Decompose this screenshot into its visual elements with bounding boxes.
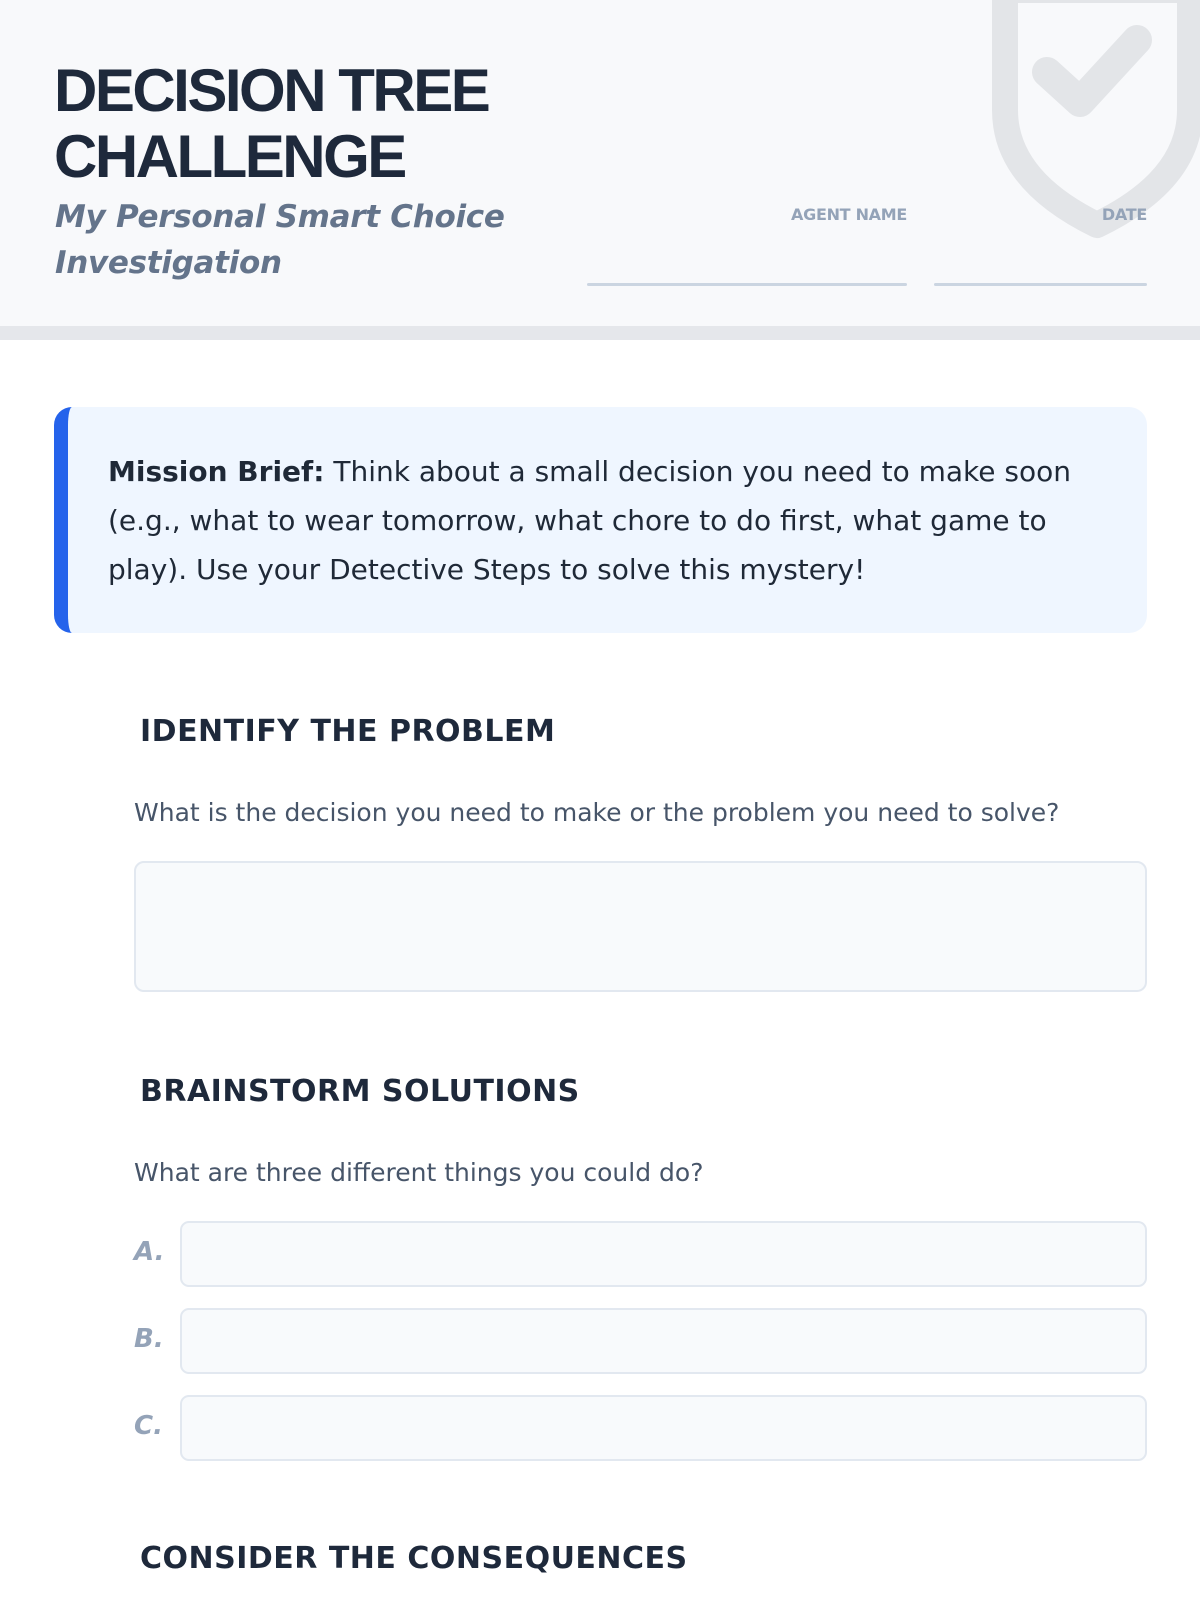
title-line-2: CHALLENGE xyxy=(54,123,405,190)
page-title xyxy=(54,58,488,190)
worksheet-header xyxy=(0,0,1200,340)
option-a-label: A. xyxy=(134,1237,165,1267)
section-title-identify: IDENTIFY THE PROBLEM xyxy=(140,714,556,749)
option-c-field[interactable] xyxy=(180,1395,1147,1461)
section-title-consequences: CONSIDER THE CONSEQUENCES xyxy=(140,1541,688,1576)
section-prompt-identify: What is the decision you need to make or the problem you need to solve? xyxy=(134,798,1060,827)
mission-brief-text: Think about a small decision you need to make soon (e.g., what to wear tomorrow, what chore to do first, what game to play). Use your Detective Steps to solve this mystery! xyxy=(108,455,1071,586)
agent-name-field[interactable] xyxy=(587,283,907,286)
option-b-label: B. xyxy=(134,1324,164,1354)
option-b-field[interactable] xyxy=(180,1308,1147,1374)
date-field[interactable] xyxy=(934,283,1147,286)
page-subtitle: My Personal Smart Choice Investigation xyxy=(55,199,505,281)
agent-name-label: AGENT NAME xyxy=(791,205,907,224)
mission-brief-lead: Mission Brief: xyxy=(108,455,325,488)
option-a-field[interactable] xyxy=(180,1221,1147,1287)
date-label: DATE xyxy=(1101,205,1147,224)
section-prompt-brainstorm: What are three different things you could do? xyxy=(134,1158,704,1187)
title-line-1: DECISION TREE xyxy=(54,57,489,124)
section-title-brainstorm: BRAINSTORM SOLUTIONS xyxy=(140,1074,580,1109)
problem-answer-field[interactable] xyxy=(134,861,1147,992)
option-c-label: C. xyxy=(134,1411,163,1441)
mission-brief xyxy=(54,407,1147,633)
